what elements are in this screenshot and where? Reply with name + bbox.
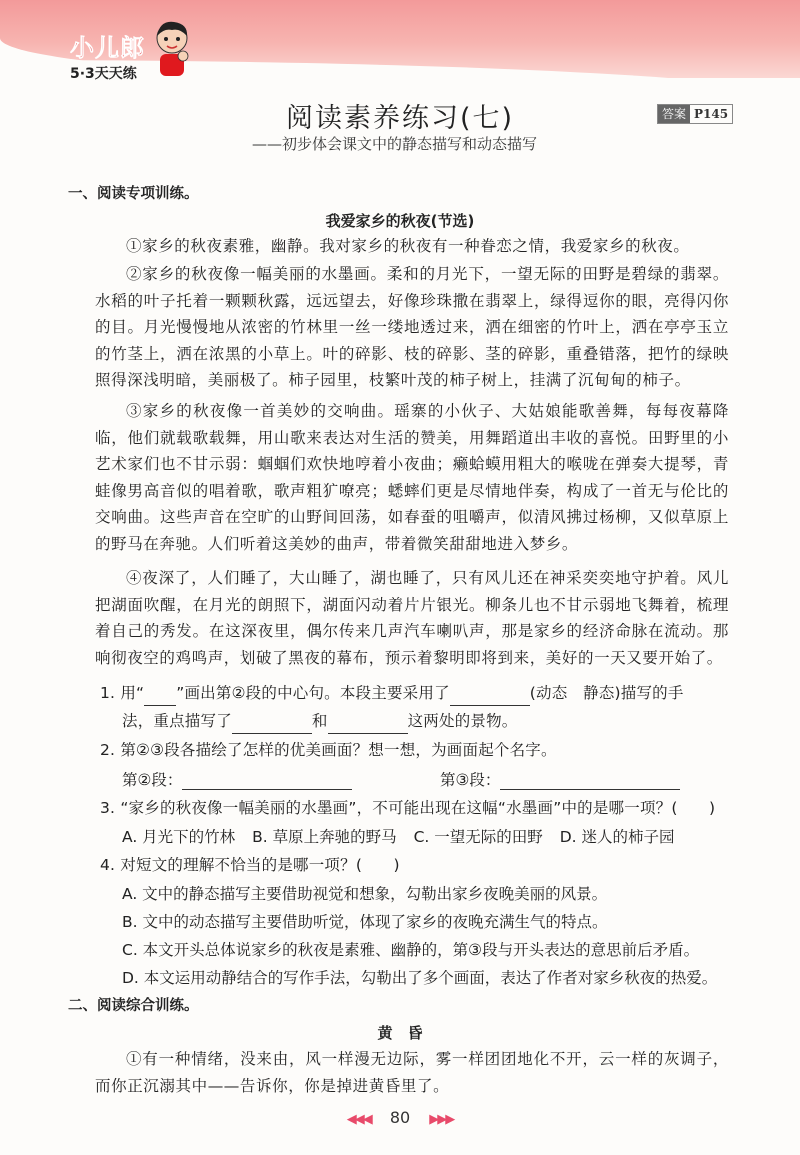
- paragraph-1: ①家乡的秋夜素雅，幽静。我对家乡的秋夜有一种眷恋之情，我爱家乡的秋夜。: [126, 237, 690, 255]
- paragraph-2: ②家乡的秋夜像一幅美丽的水墨画。柔和的月光下，一望无际的田野是碧绿的翡翠。水稻的叶子托着一颗颗秋露，远远望去，好像珍珠撒在翡翠上，绿得逗你的眼，亮得闪你的目。月光慢慢地从浓密的竹林里一丝一缕地透过来，洒在细密的竹叶上，洒在亭亭玉立的竹茎上，洒在浓黑的小草上。叶的碎影、枝的碎影、茎的碎影，重叠错落，把竹的绿映照得深浅明暗，美丽极了。柿子园里，枝繁叶茂的柿子树上，挂满了沉甸甸的柿子。: [95, 265, 729, 389]
- brand-name: 小儿郎: [70, 34, 145, 62]
- question-1: [100, 680, 740, 706]
- q2-label-right: 第③段：: [440, 771, 501, 789]
- paragraph-5: ①有一种情绪，没来由，风一样漫无边际，雾一样团团地化不开，云一样的灰调子，而你正沉溺其中——告诉你，你是掉进黄昏里了。: [95, 1050, 729, 1095]
- q2-label-left: 第②段：: [122, 771, 183, 789]
- q3-options: [122, 825, 686, 847]
- next-arrows-icon: ▶▶▶: [429, 1112, 454, 1127]
- q1-blank-scene-1[interactable]: [232, 715, 312, 734]
- q2-answer-right: [440, 768, 680, 790]
- page-number: 80: [389, 1108, 411, 1127]
- q1-blank-method[interactable]: [450, 687, 530, 706]
- paragraph-4: ④夜深了，人们睡了，大山睡了，湖也睡了，只有风儿还在神采奕奕地守护着。风儿把湖面吹醒，在月光的朗照下，湖面闪动着片片银光。柳条儿也不甘示弱地飞舞着，梳理着自己的秀发。在这深夜里，偶尔传来几声汽车喇叭声，那是家乡的经济命脉在流动。那响彻夜空的鸡鸣声，划破了黑夜的幕布，预示着黎明即将到来，美好的一天又要开始了。: [95, 569, 729, 667]
- q2-blank-right[interactable]: [500, 771, 680, 790]
- q1-text-b: ”画出第②段的中心句。本段主要采用了: [176, 684, 450, 702]
- q3-option-d[interactable]: D. 迷人的柿子园: [559, 828, 675, 846]
- section-heading-1: 一、阅读专项训练。: [68, 186, 199, 202]
- mascot-icon: [150, 18, 194, 78]
- q3-option-a[interactable]: A. 月光下的竹林: [122, 828, 236, 846]
- q1-text-e: 和: [311, 712, 328, 730]
- page-subtitle: ——初步体会课文中的静态描写和动态描写: [252, 135, 538, 153]
- q3-option-b[interactable]: B. 草原上奔驰的野马: [252, 828, 397, 846]
- answer-page: P145: [694, 107, 729, 121]
- q2-answer-left: [122, 768, 352, 790]
- page-footer: [0, 1108, 800, 1127]
- section-heading-2: 二、阅读综合训练。: [68, 998, 199, 1014]
- answer-ref: [657, 104, 733, 124]
- question-3: 3. “家乡的秋夜像一幅美丽的水墨画”，不可能出现在这幅“水墨画”中的是哪一项？( ): [100, 799, 716, 817]
- q1-text-f: 这两处的景物。: [407, 712, 518, 730]
- q1-text-c: (动态 静态)描写的手: [529, 684, 684, 702]
- q3-option-c[interactable]: C. 一望无际的田野: [413, 828, 543, 846]
- question-4: 4. 对短文的理解不恰当的是哪一项？( ): [100, 856, 400, 874]
- q4-option-d[interactable]: D. 本文运用动静结合的写作手法，勾勒出了多个画面，表达了作者对家乡秋夜的热爱。: [122, 969, 718, 987]
- answer-label: 答案: [658, 105, 690, 123]
- q1-blank-scene-2[interactable]: [328, 715, 408, 734]
- question-1-cont: [122, 708, 762, 734]
- question-2: 2. 第②③段各描绘了怎样的优美画面？想一想，为画面起个名字。: [100, 741, 557, 759]
- q1-blank-line[interactable]: [144, 687, 176, 706]
- passage-title-2: 黄 昏: [377, 1024, 423, 1042]
- prev-arrows-icon: ◀◀◀: [346, 1112, 371, 1127]
- paragraph-3: ③家乡的秋夜像一首美妙的交响曲。瑶寨的小伙子、大姑娘能歌善舞，每每夜幕降临，他们就载歌载舞，用山歌来表达对生活的赞美，用舞蹈道出丰收的喜悦。田野里的小艺术家们也不甘示弱：蝈蝈们欢快地哼着小夜曲；癞蛤蟆用粗大的喉咙在弹奏大提琴，青蛙像男高音似的唱着歌，歌声粗犷嘹亮；蟋蟀们更是尽情地伴奏，构成了一首无与伦比的交响曲。这些声音在空旷的山野间回荡，如春蚕的咀嚼声，似清风拂过杨柳，又似草原上的野马在奔驰。人们听着这美妙的曲声，带着微笑甜甜地进入梦乡。: [95, 402, 729, 553]
- brand-subtitle: 5·3天天练: [70, 66, 137, 82]
- q4-option-b[interactable]: B. 文中的动态描写主要借助听觉，体现了家乡的夜晚充满生气的特点。: [122, 913, 608, 931]
- brand-logo: [70, 28, 145, 83]
- passage-title-1: 我爱家乡的秋夜(节选): [325, 212, 475, 230]
- q2-blank-left[interactable]: [182, 771, 352, 790]
- q4-option-a[interactable]: A. 文中的静态描写主要借助视觉和想象，勾勒出家乡夜晚美丽的风景。: [122, 885, 608, 903]
- page-title: 阅读素养练习(七): [285, 103, 515, 134]
- q4-option-c[interactable]: C. 本文开头总体说家乡的秋夜是素雅、幽静的，第③段与开头表达的意思前后矛盾。: [122, 941, 700, 959]
- q1-text-d: 法，重点描写了: [122, 712, 232, 730]
- q1-text-a: 1. 用“: [100, 684, 145, 702]
